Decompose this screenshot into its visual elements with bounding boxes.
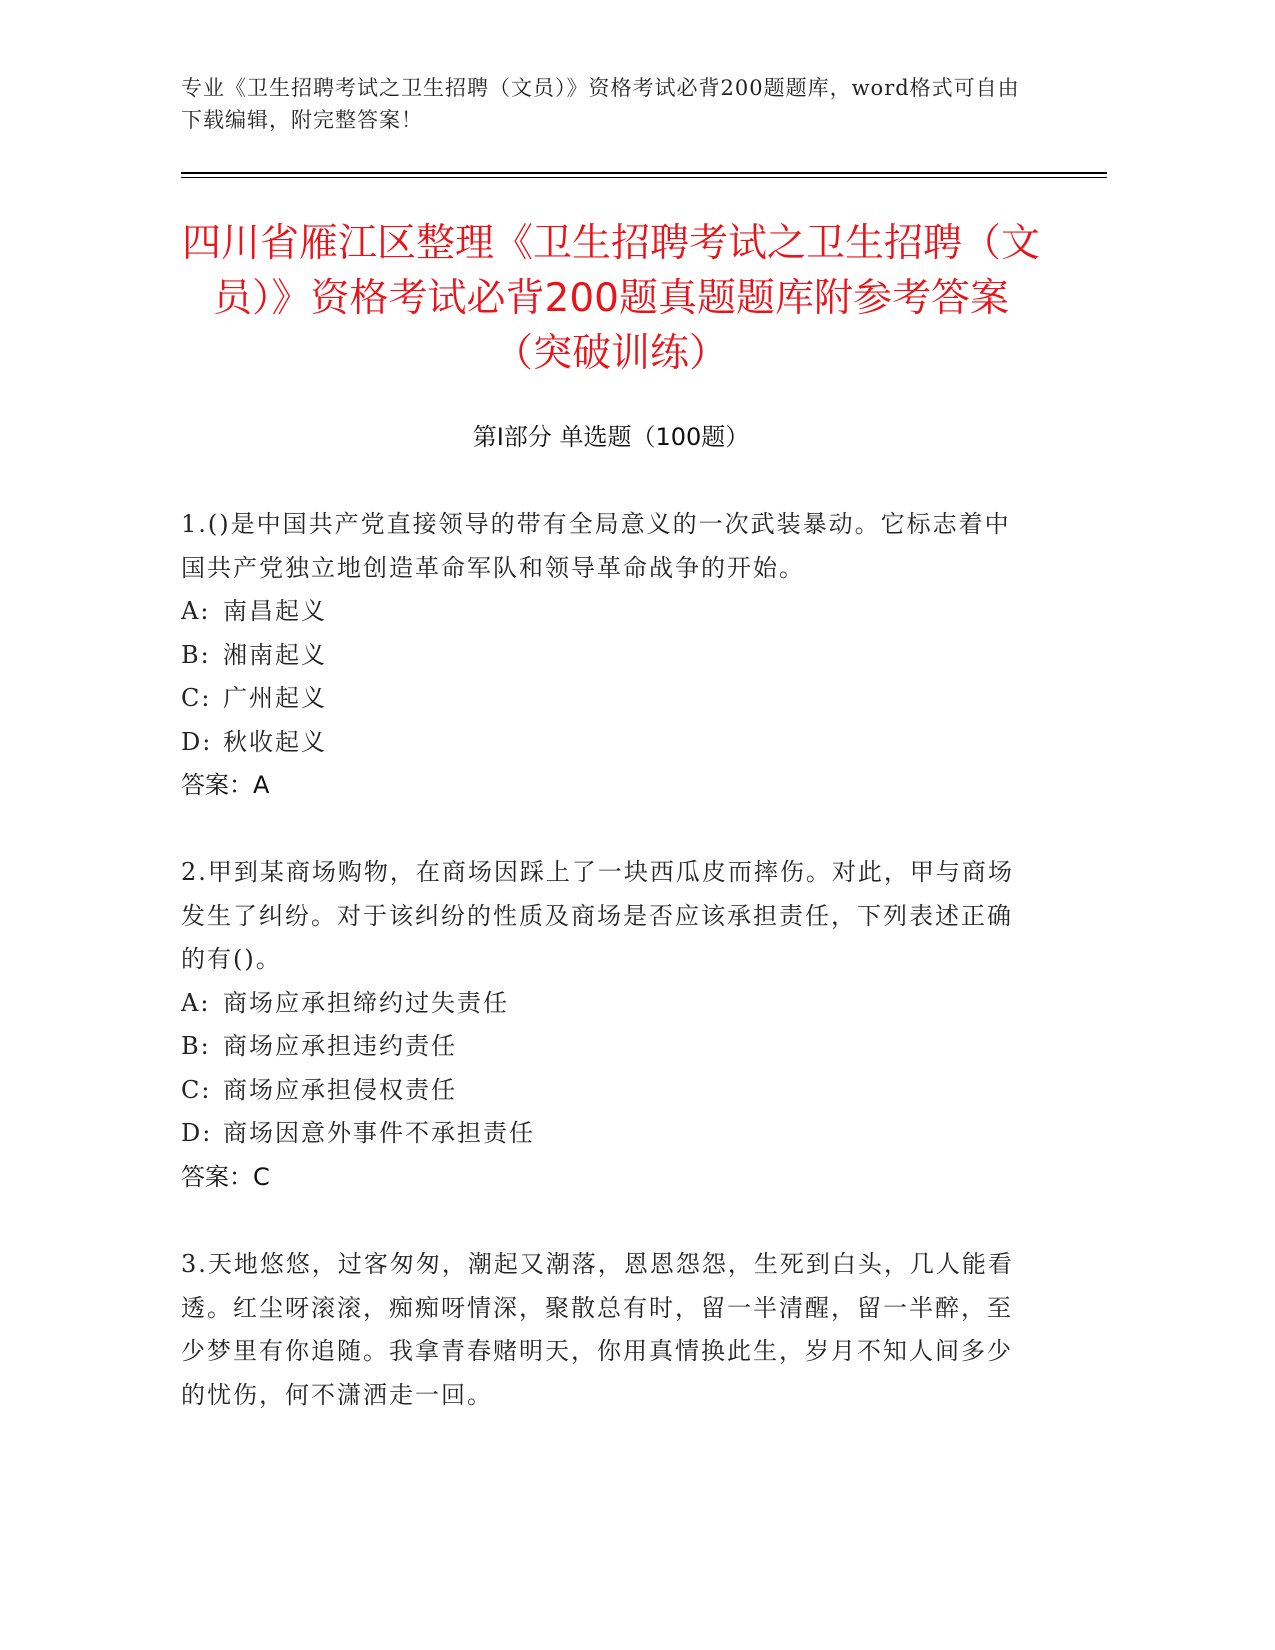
option-c: [181, 677, 1021, 721]
header-divider-thin: [181, 177, 1107, 178]
option-letter: A:: [181, 988, 211, 1017]
option-text: 湘南起义: [223, 640, 327, 669]
option-a: [181, 982, 1021, 1026]
option-letter: B:: [181, 1032, 211, 1060]
option-text: 秋收起义: [223, 727, 327, 756]
option-text: 商场应承担违约责任: [223, 1032, 457, 1060]
question-stem: 2.甲到某商场购物，在商场因踩上了一块西瓜皮而摔伤。对此，甲与商场发生了纠纷。对于该纠纷的性质及商场是否应该承担责任，下列表述正确的有()。: [181, 858, 1014, 973]
option-text: 广州起义: [223, 684, 327, 712]
option-text: 商场应承担缔约过失责任: [223, 988, 509, 1017]
document-title: 四川省雁江区整理《卫生招聘考试之卫生招聘（文员）》资格考试必背200题真题题库附参考答案（突破训练）: [181, 221, 1040, 376]
option-letter: D:: [181, 1119, 213, 1147]
option-d: [181, 1112, 1021, 1156]
question-3: [181, 1243, 1021, 1417]
section-title: 第Ⅰ部分 单选题（100题）: [472, 423, 750, 451]
question-1: [181, 503, 1021, 808]
option-text: 商场因意外事件不承担责任: [223, 1119, 535, 1147]
question-stem: 3.天地悠悠，过客匆匆，潮起又潮落，恩恩怨怨，生死到白头，几人能看透。红尘呀滚滚，痴痴呀情深，聚散总有时，留一半清醒，留一半醉，至少梦里有你追随。我拿青春赌明天，你用真情换此生，岁月不知人间多少的忧伤，何不潇洒走一回。: [181, 1250, 1014, 1409]
question-2: [181, 851, 1021, 1199]
option-d: [181, 721, 1021, 765]
option-b: [181, 1025, 1021, 1069]
option-c: [181, 1069, 1021, 1113]
option-text: 南昌起义: [223, 597, 327, 625]
answer-line: 答案：A: [181, 771, 270, 799]
option-b: [181, 634, 1021, 678]
option-a: [181, 590, 1021, 634]
question-stem: 1.()是中国共产党直接领导的带有全局意义的一次武装暴动。它标志着中国共产党独立地创造革命军队和领导革命战争的开始。: [181, 510, 1011, 582]
option-letter: B:: [181, 640, 211, 669]
header-note: 专业《卫生招聘考试之卫生招聘（文员）》资格考试必背200题题库，word格式可自由下载编辑，附完整答案！: [181, 76, 1020, 132]
answer-line: 答案：C: [181, 1162, 270, 1191]
header-divider-thick: [181, 172, 1107, 174]
option-letter: C:: [181, 1075, 212, 1104]
option-letter: D:: [181, 727, 213, 756]
option-letter: A:: [181, 597, 211, 625]
option-text: 商场应承担侵权责任: [223, 1075, 457, 1104]
option-letter: C:: [181, 684, 212, 712]
